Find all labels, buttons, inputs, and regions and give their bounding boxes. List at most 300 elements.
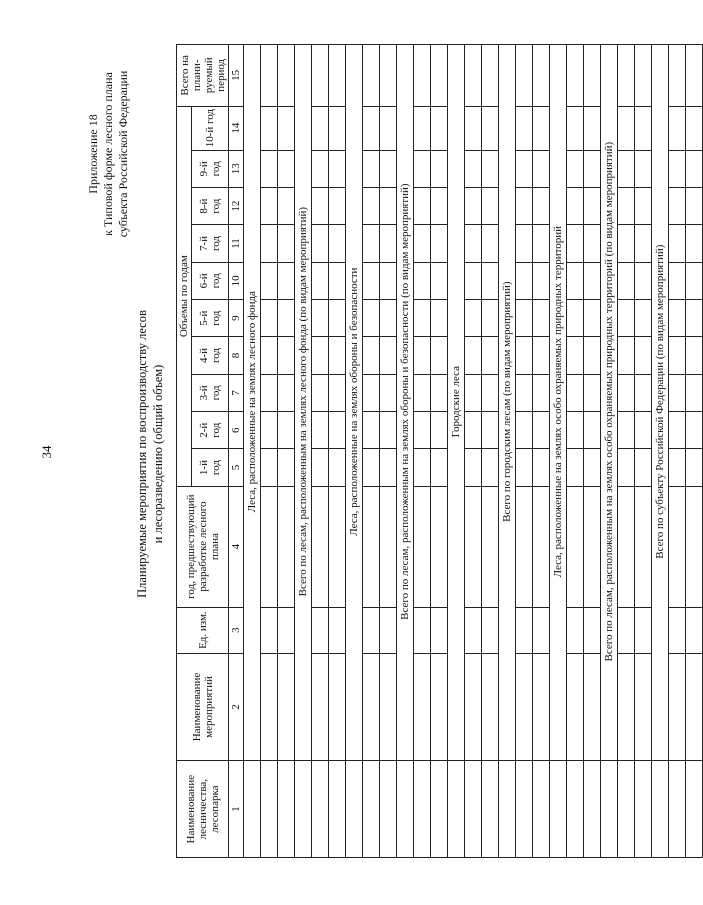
column-number-13: 13 [229,150,244,187]
empty-cell [414,607,431,653]
empty-row [669,45,686,858]
empty-cell [278,262,295,299]
header-year-10: 10-й год [192,106,229,150]
empty-cell [329,449,346,486]
empty-cell [414,412,431,449]
empty-cell [312,653,329,761]
empty-cell [312,449,329,486]
empty-cell [635,337,652,374]
empty-cell [380,374,397,411]
header-unit: Ед. изм. [177,607,229,653]
empty-cell [686,486,703,607]
empty-cell [584,106,601,150]
empty-cell [363,374,380,411]
empty-cell [516,374,533,411]
empty-cell [363,225,380,262]
empty-cell [329,106,346,150]
empty-cell [431,607,448,653]
column-number-4: 4 [229,486,244,607]
empty-cell [414,486,431,607]
empty-cell [618,187,635,224]
empty-cell [516,449,533,486]
empty-cell [567,653,584,761]
empty-cell [414,262,431,299]
empty-cell [669,337,686,374]
empty-cell [465,449,482,486]
empty-cell [465,412,482,449]
column-number-9: 9 [229,300,244,337]
empty-cell [261,187,278,224]
empty-cell [567,45,584,107]
empty-cell [414,225,431,262]
empty-cell [261,653,278,761]
empty-cell [329,374,346,411]
empty-cell [329,337,346,374]
empty-cell [533,412,550,449]
empty-cell [278,412,295,449]
empty-cell [686,449,703,486]
empty-cell [635,45,652,107]
empty-cell [329,412,346,449]
empty-cell [584,337,601,374]
empty-cell [686,337,703,374]
empty-cell [516,300,533,337]
empty-cell [635,607,652,653]
section-title: Всего по лесам, расположенным на землях обороны и безопасности (по видам мероприятий) [397,45,414,761]
empty-cell [669,761,686,858]
empty-cell [414,337,431,374]
empty-cell [312,45,329,107]
empty-cell [584,653,601,761]
empty-cell [363,187,380,224]
section-title: Леса, расположенные на землях особо охраняемых природных территорий [550,45,567,761]
empty-cell [465,374,482,411]
empty-cell [516,653,533,761]
empty-cell [431,412,448,449]
empty-cell [669,412,686,449]
empty-cell [635,761,652,858]
section-cell-blank [601,761,618,858]
empty-cell [261,45,278,107]
empty-row [584,45,601,858]
empty-cell [329,761,346,858]
column-number-12: 12 [229,187,244,224]
empty-cell [431,337,448,374]
empty-cell [312,106,329,150]
empty-cell [584,225,601,262]
empty-cell [482,106,499,150]
empty-cell [380,45,397,107]
empty-cell [618,449,635,486]
section-cell-blank [448,761,465,858]
empty-cell [312,225,329,262]
empty-cell [516,337,533,374]
empty-cell [533,449,550,486]
empty-cell [414,761,431,858]
section-cell-blank [550,761,567,858]
empty-cell [380,225,397,262]
empty-cell [533,150,550,187]
empty-cell [380,412,397,449]
empty-cell [363,106,380,150]
empty-cell [686,187,703,224]
document-title [134,254,166,654]
empty-cell [482,374,499,411]
section-cell-blank [244,761,261,858]
empty-cell [686,45,703,107]
empty-cell [431,486,448,607]
section-row [244,45,261,858]
empty-cell [414,300,431,337]
empty-cell [363,337,380,374]
section-cell-blank [346,761,363,858]
empty-cell [669,106,686,150]
empty-cell [363,412,380,449]
empty-cell [431,761,448,858]
appendix-note [86,24,131,284]
section-row [499,45,516,858]
empty-cell [533,761,550,858]
empty-cell [635,449,652,486]
empty-cell [278,761,295,858]
empty-cell [380,337,397,374]
empty-cell [618,607,635,653]
section-title: Леса, расположенные на землях лесного фонда [244,45,261,761]
section-cell-blank [295,761,312,858]
empty-cell [261,150,278,187]
empty-cell [669,486,686,607]
empty-cell [465,262,482,299]
empty-cell [669,449,686,486]
section-title: Всего по лесам, расположенным на землях особо охраняемых природных территорий (по видам мероприятий) [601,45,618,761]
empty-cell [567,449,584,486]
empty-cell [261,374,278,411]
section-row [550,45,567,858]
header-year-2: 2-й год [192,412,229,449]
empty-cell [465,761,482,858]
empty-cell [431,150,448,187]
empty-cell [312,262,329,299]
empty-cell [363,761,380,858]
empty-cell [465,187,482,224]
empty-cell [363,449,380,486]
empty-cell [431,653,448,761]
empty-cell [431,45,448,107]
empty-cell [533,187,550,224]
empty-cell [414,187,431,224]
empty-cell [686,761,703,858]
empty-cell [278,300,295,337]
empty-cell [312,486,329,607]
empty-cell [380,653,397,761]
column-number-8: 8 [229,337,244,374]
header-volumes-by-year: Объемы по годам [177,106,192,486]
column-number-6: 6 [229,412,244,449]
column-number-14: 14 [229,106,244,150]
empty-cell [414,106,431,150]
empty-cell [516,45,533,107]
empty-cell [584,449,601,486]
header-year-8: 8-й год [192,187,229,224]
column-number-15: 15 [229,45,244,107]
appendix-line-1: Приложение 18 [86,114,100,194]
empty-cell [516,607,533,653]
header-year-7: 7-й год [192,225,229,262]
header-year-6: 6-й год [192,262,229,299]
empty-cell [380,300,397,337]
empty-cell [669,607,686,653]
column-number-11: 11 [229,225,244,262]
section-row [601,45,618,858]
empty-cell [278,486,295,607]
empty-cell [363,653,380,761]
empty-cell [380,449,397,486]
empty-cell [618,374,635,411]
empty-cell [567,374,584,411]
empty-row [261,45,278,858]
empty-cell [669,187,686,224]
empty-cell [516,187,533,224]
empty-cell [465,106,482,150]
empty-cell [567,225,584,262]
empty-cell [618,337,635,374]
empty-cell [261,337,278,374]
section-row [397,45,414,858]
empty-cell [567,412,584,449]
section-row [652,45,669,858]
empty-row [533,45,550,858]
empty-cell [533,607,550,653]
empty-cell [516,106,533,150]
empty-cell [278,653,295,761]
section-cell-blank [652,761,669,858]
empty-cell [635,150,652,187]
empty-cell [584,262,601,299]
empty-row [567,45,584,858]
empty-cell [618,412,635,449]
empty-row [431,45,448,858]
empty-cell [635,300,652,337]
empty-cell [261,412,278,449]
page-number: 34 [39,445,54,459]
title-line-1: Планируемые мероприятия по воспроизводству лесов [135,310,149,598]
empty-cell [414,374,431,411]
empty-cell [465,300,482,337]
empty-cell [567,486,584,607]
empty-cell [635,486,652,607]
header-year-5: 5-й год [192,300,229,337]
empty-cell [431,262,448,299]
empty-cell [465,150,482,187]
section-cell-blank [499,761,516,858]
empty-cell [584,607,601,653]
empty-cell [533,262,550,299]
column-number-3: 3 [229,607,244,653]
empty-row [278,45,295,858]
empty-cell [669,300,686,337]
empty-cell [329,262,346,299]
empty-cell [431,106,448,150]
empty-cell [516,486,533,607]
empty-row [618,45,635,858]
empty-cell [482,653,499,761]
section-title: Леса, расположенные на землях обороны и безопасности [346,45,363,761]
empty-row [516,45,533,858]
empty-cell [312,337,329,374]
empty-cell [261,106,278,150]
empty-cell [533,225,550,262]
empty-cell [533,337,550,374]
empty-cell [482,337,499,374]
empty-cell [312,761,329,858]
section-row [448,45,465,858]
empty-cell [618,486,635,607]
header-total: Всего на плани-руемый период [177,45,229,107]
empty-cell [431,225,448,262]
empty-cell [533,653,550,761]
empty-row [686,45,703,858]
empty-cell [482,45,499,107]
empty-cell [584,150,601,187]
empty-cell [635,262,652,299]
empty-cell [465,486,482,607]
empty-cell [584,486,601,607]
empty-cell [312,300,329,337]
empty-cell [380,106,397,150]
empty-cell [533,374,550,411]
empty-cell [669,374,686,411]
empty-cell [278,187,295,224]
empty-cell [329,607,346,653]
empty-row [635,45,652,858]
empty-cell [669,225,686,262]
empty-cell [567,262,584,299]
empty-cell [686,150,703,187]
empty-cell [482,187,499,224]
empty-cell [329,653,346,761]
section-row [346,45,363,858]
empty-cell [261,607,278,653]
empty-cell [686,106,703,150]
empty-cell [465,45,482,107]
empty-cell [380,761,397,858]
empty-cell [414,653,431,761]
empty-cell [431,374,448,411]
empty-cell [567,300,584,337]
empty-row [482,45,499,858]
section-title: Всего по лесам, расположенным на землях лесного фонда (по видам мероприятий) [295,45,312,761]
empty-cell [584,45,601,107]
empty-cell [414,45,431,107]
empty-cell [516,412,533,449]
empty-cell [567,106,584,150]
empty-cell [312,374,329,411]
header-year-4: 4-й год [192,337,229,374]
empty-cell [465,607,482,653]
empty-cell [618,45,635,107]
empty-row [329,45,346,858]
empty-cell [482,262,499,299]
empty-cell [567,761,584,858]
empty-cell [686,607,703,653]
empty-cell [686,300,703,337]
empty-cell [635,106,652,150]
empty-cell [380,187,397,224]
empty-cell [482,607,499,653]
empty-cell [329,225,346,262]
empty-cell [261,486,278,607]
empty-cell [329,150,346,187]
section-title: Всего по субъекту Российской Федерации (по видам мероприятий) [652,45,669,761]
empty-cell [414,150,431,187]
header-year-1: 1-й год [192,449,229,486]
empty-cell [278,106,295,150]
empty-cell [278,150,295,187]
empty-cell [669,262,686,299]
empty-cell [533,106,550,150]
header-prev-year: год, предшествующий разработке лесного плана [177,486,229,607]
empty-cell [329,45,346,107]
empty-cell [380,262,397,299]
appendix-line-3: субъекта Российской Федерации [116,70,130,238]
section-title: Городские леса [448,45,465,761]
empty-cell [516,761,533,858]
section-row [295,45,312,858]
empty-cell [686,225,703,262]
empty-cell [312,187,329,224]
column-number-7: 7 [229,374,244,411]
empty-cell [567,187,584,224]
empty-cell [686,412,703,449]
empty-cell [482,412,499,449]
empty-row [312,45,329,858]
empty-cell [278,449,295,486]
rotated-page-content [72,14,666,884]
measures-table [176,44,703,858]
empty-cell [363,607,380,653]
empty-cell [618,106,635,150]
empty-cell [261,225,278,262]
empty-cell [482,300,499,337]
empty-cell [584,761,601,858]
empty-row [380,45,397,858]
empty-cell [686,262,703,299]
section-cell-blank [397,761,414,858]
empty-cell [635,187,652,224]
column-number-5: 5 [229,449,244,486]
empty-cell [312,607,329,653]
empty-cell [431,300,448,337]
empty-cell [618,300,635,337]
empty-cell [584,187,601,224]
column-number-2: 2 [229,653,244,761]
appendix-line-2: к Типовой форме лесного плана [101,72,115,236]
empty-cell [533,45,550,107]
empty-cell [584,412,601,449]
empty-cell [363,300,380,337]
empty-row [465,45,482,858]
empty-cell [686,653,703,761]
empty-cell [635,412,652,449]
header-year-3: 3-й год [192,374,229,411]
empty-cell [465,225,482,262]
empty-cell [618,761,635,858]
empty-cell [618,225,635,262]
empty-cell [482,449,499,486]
empty-cell [482,150,499,187]
empty-cell [516,150,533,187]
empty-cell [329,300,346,337]
